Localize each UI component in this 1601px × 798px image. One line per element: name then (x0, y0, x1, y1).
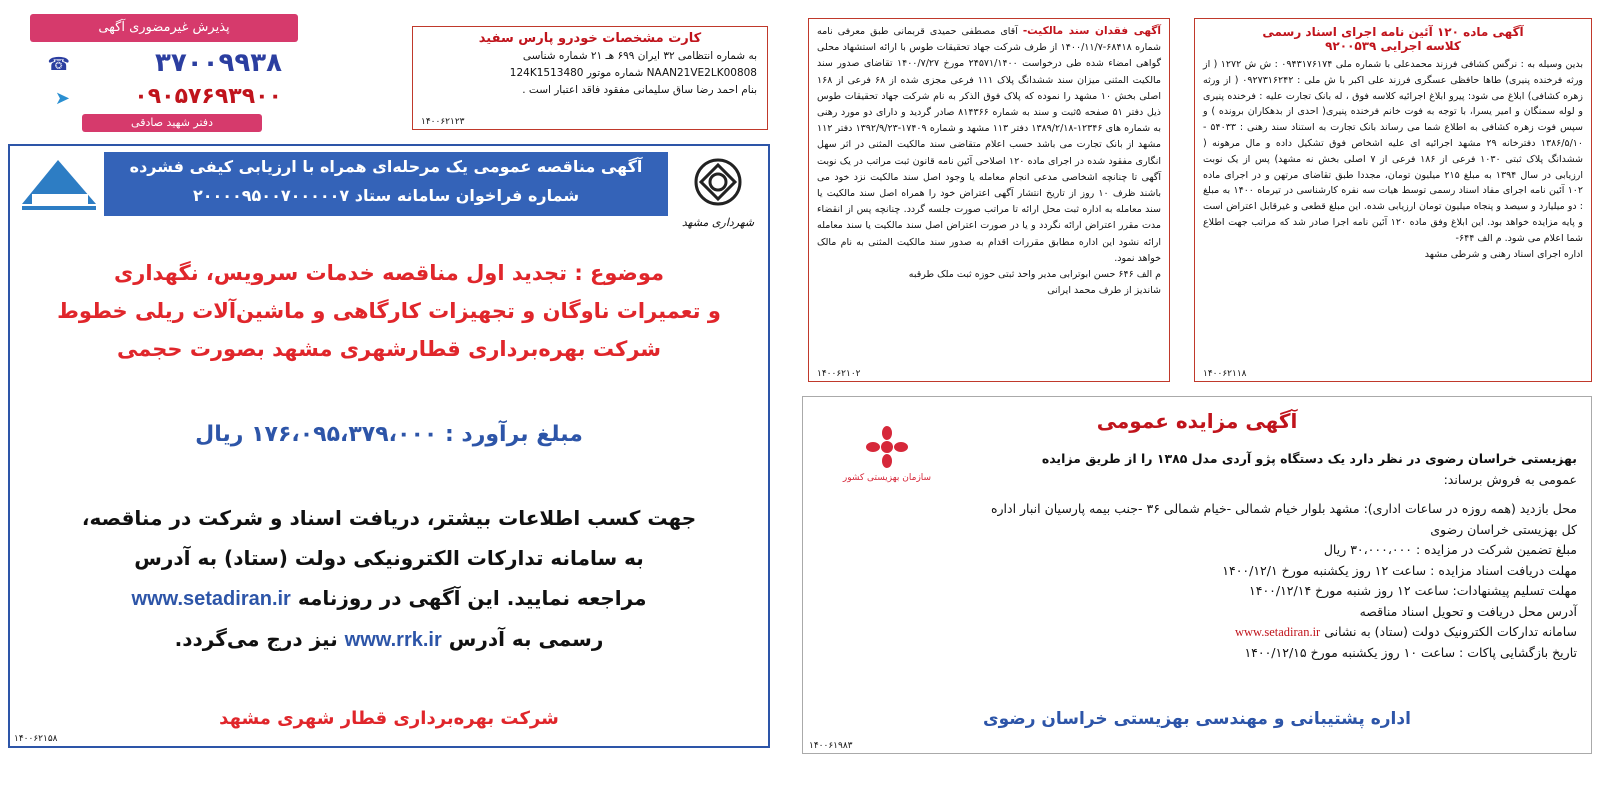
auction-line: عمومی به فروش برساند: (1443, 471, 1577, 487)
tender-info-line2: به سامانه تدارکات الکترونیکی دولت (ستاد) به آدرس (134, 546, 644, 570)
auction-title: آگهی مزایده عمومی (1096, 409, 1298, 433)
tender-banner-line1: آگهی مناقصه عمومی یک مرحله‌ای همراه با ارزیابی کیفی فشرده (129, 157, 643, 176)
behzisti-emblem-icon (857, 425, 917, 469)
tender-subject-line: شرکت بهره‌برداری قطارشهری مشهد بصورت حجمی (116, 337, 662, 361)
promo-box (4, 10, 302, 128)
auction-details (807, 499, 1577, 663)
rrk-link[interactable]: www.rrk.ir (344, 629, 442, 651)
article120-case: کلاسه اجرایی ۹۲۰۰۵۳۹ (1325, 39, 1461, 53)
metro-train-icon (18, 154, 100, 226)
card-ad-title: کارت مشخصات خودرو پارس سفید (478, 31, 702, 46)
auction-line: آدرس محل دریافت و تحویل اسناد مناقصه (1359, 603, 1577, 619)
tender-estimate: مبلغ برآورد : ۱۷۶،۰۹۵،۳۷۹،۰۰۰ ریال (195, 422, 583, 447)
auction-line: کل بهزیستی خراسان رضوی (1430, 521, 1577, 537)
auction-line: تاریخ بازگشایی پاکات : ساعت ۱۰ روز یکشنبه مورخ ۱۴۰۰/۱۲/۱۵ (1244, 644, 1577, 660)
municipality-emblem-icon (688, 152, 748, 212)
card-ad (412, 26, 768, 130)
tender-ad (8, 144, 770, 748)
tender-subject-line: موضوع : تجدید اول مناقصه خدمات سرویس، نگهداری (113, 261, 665, 285)
mashhad-logo-caption: شهرداری مشهد (681, 216, 755, 229)
phone-icon: ☎ (47, 54, 70, 75)
promo-footer: دفتر شهید صادقی (82, 114, 262, 132)
tender-info-line4-pre: رسمی به آدرس (448, 627, 604, 651)
article120-code: ۱۴۰۰۶۲۱۱۸ (1203, 369, 1247, 379)
auction-ad (802, 396, 1592, 754)
deed-ad-title: آگهی فقدان سند مالکیت- (1022, 25, 1161, 37)
deed-ad-body: آقای مصطفی حمیدی قربمانی طبق معرفی نامه شماره ۶۸۴۱۸-۱۴۰۰/۱۱/۷ از طرف شرکت جهاد تحقیقات طوس با ارائه استشهاد محلی گواهی امضاء شده طی درخواست ۲۴۵۷۱/۱۴۰۰ مورخ ۱۴۰۰/۷/۲۷ تقاضای صدور سند مالکیت المثنی میزان سند ششدانگ پلاک ۱۱۱ فرعی مجزی شده از ۶۸ فرعی از ۱۶۸ اصلی بخش ۱۰ مشهد را نموده که پلاک فوق الذکر به نام شرکت جهاد تحقیقات طوس ذیل دفتر ۵۱ صفحه ۵ثبت و سند به شماره ۸۱۴۳۶۶ صادر گردید و دارای دو مورد رهنی به شماره های ۱۲۳۴۶-۱۳۸۹/۲/۱۸ دفتر ۱۱۳ مشهد و شماره ۱۷۴۰۹-۱۳۹۲/۹/۲۳ دفتر ۱۱۲ مشهد از بانک تجارت می باشد حسب اعلام متقاضی سند مالکیت المثنی در اثر سهل انگاری مفقود شده در اجرای ماده ۱۲۰ اصلاحی آئین نامه قانون ثبت مراتب در یک نوبت آگهی تا چنانچه اشخاصی مدعی انجام معامله یا وجود اصل سند مالکیت نزد خود می باشند ظرف ۱۰ روز از تاریخ انتشار آگهی اعتراض خود را همراه اصل سند مالکیت یا سند معامله به اداره ثبت محل ارائه تا مراتب صورت جلسه گردد. چنانچه پس از انقضاء مدت مقرر اعتراض ارائه نگردد و یا در صورت اعتراض اصل سند مالکیت یا سند معامله ارائه نشود این اداره مطابق مقررات اقدام به صدور سند مالکیت المثنی به نام مالک خواهد نمود. (817, 26, 1161, 264)
article120-title: آگهی ماده ۱۲۰ آئین نامه اجرای اسناد رسمی (1262, 25, 1524, 39)
mashhad-logo (674, 152, 762, 242)
auction-body (957, 449, 1577, 490)
article120-sign: اداره اجرای اسناد رهنی و شرطی مشهد (1424, 248, 1583, 260)
auction-line: مهلت دریافت اسناد مزایده : ساعت ۱۲ روز یکشنبه مورخ ۱۴۰۰/۱۲/۱ (1222, 562, 1577, 578)
setadiran-link[interactable]: www.setadiran.ir (131, 588, 291, 610)
tender-info (10, 498, 768, 660)
auction-line-text: سامانه تدارکات الکترونیک دولت (ستاد) به نشانی (1324, 624, 1577, 639)
auction-setadiran-link[interactable]: www.setadiran.ir (1234, 625, 1321, 639)
promo-header: پذیرش غیرمضوری آگهی (30, 14, 298, 42)
card-ad-line: NAAN21VE2LK00808 شماره موتور 124K1513480 (509, 67, 757, 79)
deed-ad (808, 18, 1170, 382)
tender-banner (104, 152, 668, 216)
card-ad-code: ۱۴۰۰۶۲۱۲۳ (421, 117, 465, 127)
article120-ad (1194, 18, 1592, 382)
tender-info-line4 (10, 619, 768, 660)
article120-body: بدین وسیله به : نرگس کشافی فرزند محمدعلی با شماره ملی ۰۹۴۳۱۷۶۱۷۴ : ش ش ۱۲۷۲ ( از ورثه فرخنده پنیری) طاها حافظی عسگری فرزند علی اکبر با ش ملی : ۰۹۲۷۳۱۶۲۴۲ ( از ورثه زهره کشافی) ابلاغ می شود: پیرو ابلاغ اجرائیه کلاسه فوق ، له بانک تجارت علیه : فرخنده پنیری و لوله سمنگان و امیر یسرا، با توجه به فوت خانم فرخنده پنیری( احدی از بدهکاران برونده ) و سپس فوت زهره کشافی به اطلاع شما می رساند بانک تجارت به استناد سند رهنی : ۵۴۰۳۳ - ۱۳۸۶/۵/۱۰ دفترخانه ۲۹ مشهد اجرائیه ای علیه اشخاص فوق تشکیل داده و مال مرهونه ( ششدانگ پلاک ثبتی ۱۰۳۰ فرعی از ۱۸۶ فرعی از ۷ اصلی بخش نه مشهد) پس از یک نوبت ارزیابی در سال ۱۳۹۴ به مبلغ ۲۱۵ میلیون تومان، مجددا طبق تقاضای مرتهن و در اجرای ماده ۱۰۲ آئین نامه اجرای مفاد اسناد رسمی توسط هیات سه نفره کارشناسی در تیرماه ۱۴۰۰ به مبلغ : دو میلیارد و سیصد و پنجاه میلیون تومان ارزیابی شده. این مبلغ قطعی و غیرقابل اعتراض است و پایه مزایده خواهد بود. این ابلاغ وفق ماده ۱۲۰ آئین نامه اجرا صادر شد که مراتب جهت اطلاع شما اعلام می شود. م الف ۶۴۴- (1203, 59, 1584, 244)
railway-logo (18, 154, 100, 226)
tender-company: شرکت بهره‌برداری قطار شهری مشهد (219, 708, 559, 729)
card-ad-line: بنام احمد رضا ساق سلیمانی مفقود فاقد اعتبار است . (522, 84, 757, 96)
auction-line: بهزیستی خراسان رضوی در نظر دارد یک دستگاه پژو آردی مدل ۱۳۸۵ را از طریق مزایده (1041, 451, 1577, 466)
auction-line: مبلغ تضمین شرکت در مزایده : ۳۰،۰۰۰،۰۰۰ ریال (1323, 542, 1577, 557)
behzisti-logo (817, 425, 957, 505)
auction-footer: اداره پشتیبانی و مهندسی بهزیستی خراسان رضوی (983, 709, 1411, 729)
promo-phone-2: ۰۹۰۵۷۶۹۳۹۰۰ (134, 84, 282, 109)
auction-line: محل بازدید (همه روزه در ساعات اداری): مشهد بلوار خیام شمالی -خیام شمالی ۳۶ -جنب بیمه پارسیان انبار اداره (990, 501, 1577, 516)
auction-line: مهلت تسلیم پیشنهادات: ساعت ۱۲ روز شنبه مورخ ۱۴۰۰/۱۲/۱۴ (1249, 583, 1577, 598)
tender-subject (10, 254, 768, 368)
auction-code: ۱۴۰۰۶۱۹۸۳ (809, 741, 853, 751)
tender-info-line4-post: نیز درج می‌گردد. (174, 627, 338, 651)
tender-code: ۱۴۰۰۶۲۱۵۸ (14, 734, 58, 744)
card-ad-line: به شماره انتظامی ۳۲ ایران ۶۹۹ هـ ۲۱ شماره شناسی (522, 50, 757, 62)
promo-phone-1: ۳۷۰۰۹۹۳۸ (155, 48, 282, 78)
tender-info-line3-text: مراجعه نمایید. این آگهی در روزنامه (297, 586, 647, 610)
deed-ad-sign: م الف ۶۴۶ حسن ابوترابی مدیر واحد ثبتی حوزه ثبت ملک طرقبه (908, 269, 1161, 281)
deed-ad-sign: شاندیز از طرف محمد ایرانی (1047, 285, 1161, 297)
tender-banner-line2: شماره فراخوان سامانه ستاد ۲۰۰۰۰۹۵۰۰۷۰۰۰۰۰۷ (192, 186, 580, 205)
telegram-icon: ➤ (54, 88, 70, 109)
tender-subject-line: و تعمیرات ناوگان و تجهیزات کارگاهی و ماشین‌آلات ریلی خطوط (57, 299, 721, 323)
tender-info-line1: جهت کسب اطلاعات بیشتر، دریافت اسناد و شرکت در مناقصه، (81, 506, 697, 530)
tender-info-line3 (10, 578, 768, 619)
behzisti-logo-caption: سازمان بهزیستی کشور (842, 473, 932, 483)
auction-line (807, 622, 1577, 643)
deed-ad-code: ۱۴۰۰۶۲۱۰۲ (817, 369, 861, 379)
